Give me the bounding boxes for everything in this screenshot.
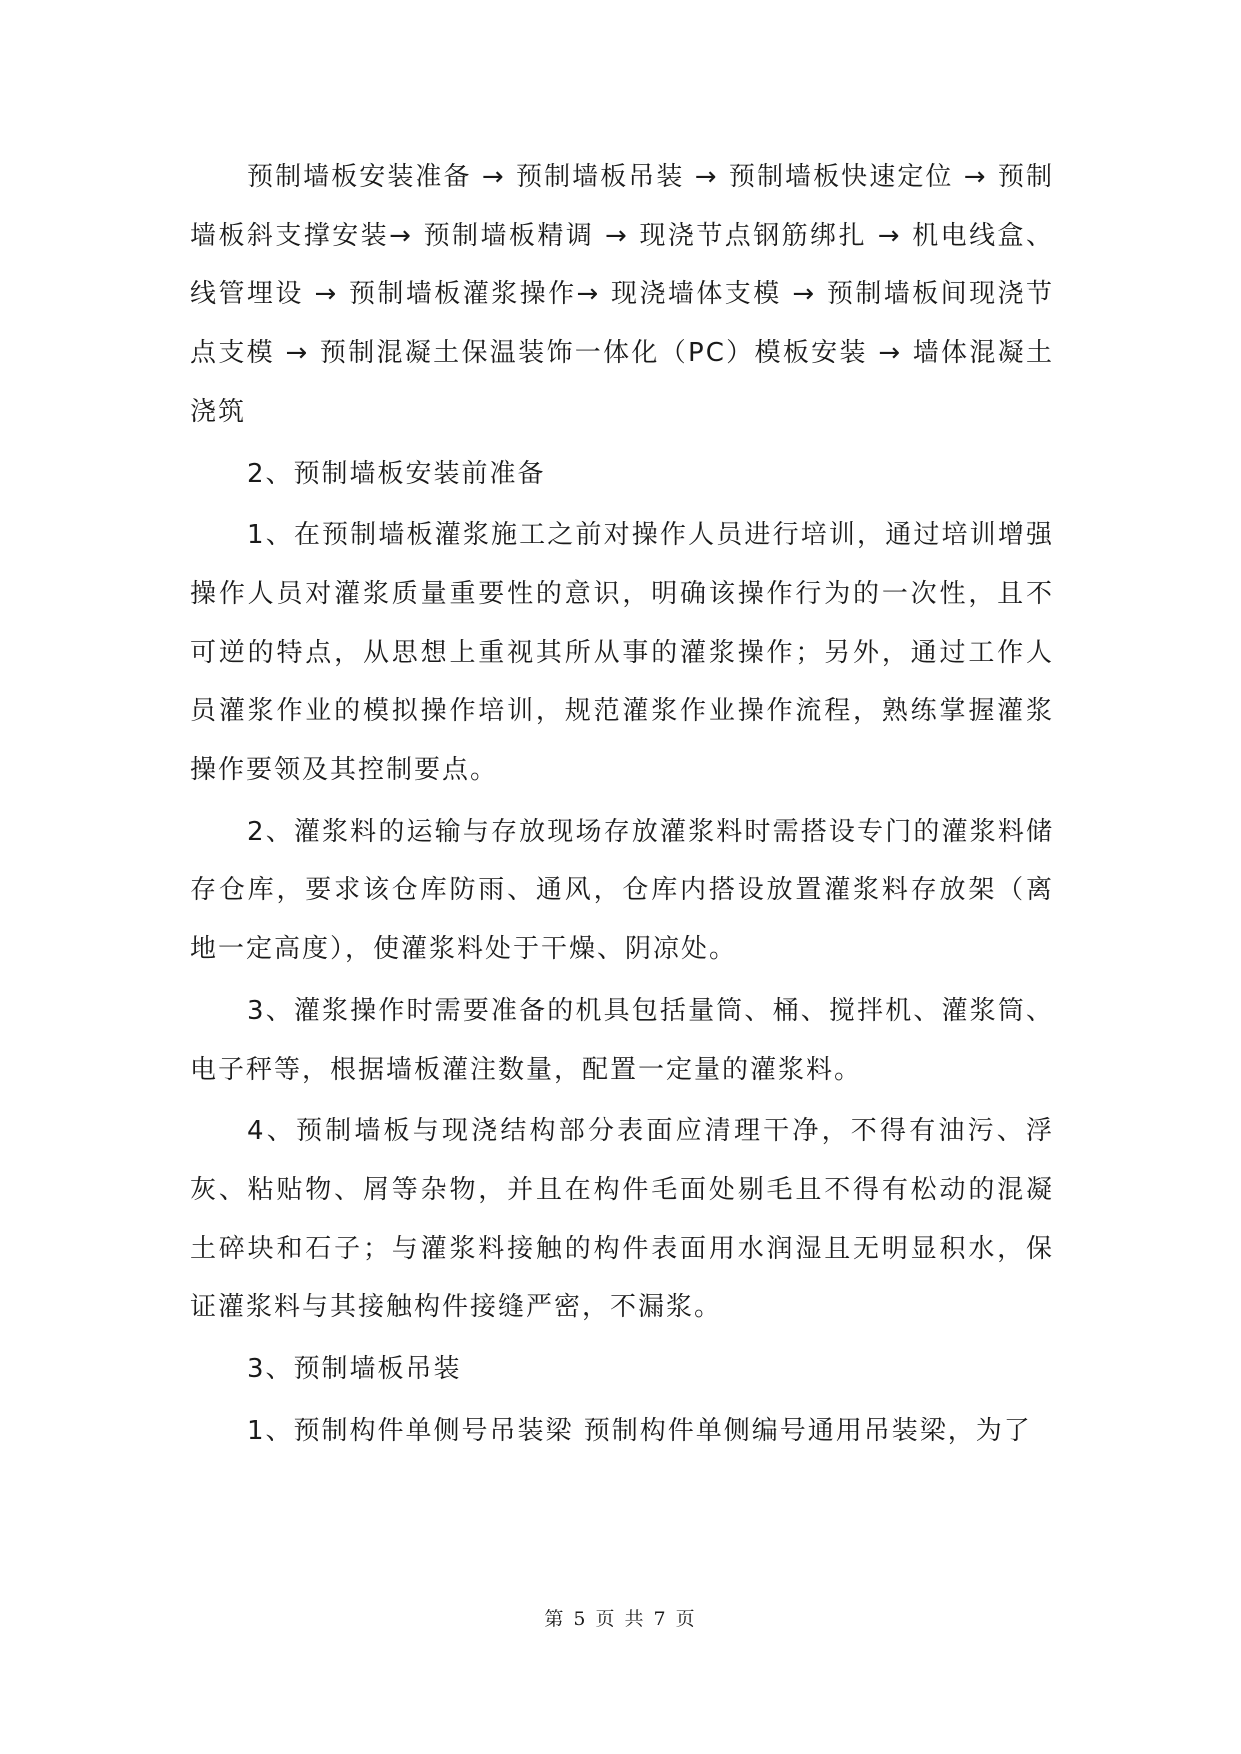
page-number-footer: 第 5 页 共 7 页 bbox=[544, 1608, 697, 1630]
paragraph-lifting-beam: 1、预制构件单侧号吊装梁 预制构件单侧编号通用吊装梁，为了 bbox=[247, 1415, 1032, 1446]
section-heading-preparation: 2、预制墙板安装前准备 bbox=[247, 458, 546, 489]
process-flow-paragraph: 预制墙板安装准备 → 预制墙板吊装 → 预制墙板快速定位 → 预制墙板斜支撑安装→ 预制墙板精调 → 现浇节点钢筋绑扎 → 机电线盒、线管埋设 → 预制墙板灌浆操作→ 现浇墙体支模 → 预制墙板间现浇节点支模 → 预制混凝土保温装饰一体化（PC）模板安装 → 墙体混凝土浇筑 bbox=[190, 162, 1054, 427]
document-body bbox=[190, 148, 1054, 1460]
paragraph-training: 1、在预制墙板灌浆施工之前对操作人员进行培训，通过培训增强操作人员对灌浆质量重要性的意识，明确该操作行为的一次性，且不可逆的特点，从思想上重视其所从事的灌浆操作；另外，通过工作人员灌浆作业的模拟操作培训，规范灌浆作业操作流程，熟练掌握灌浆操作要领及其控制要点。 bbox=[190, 520, 1054, 786]
section-heading-lifting: 3、预制墙板吊装 bbox=[247, 1354, 462, 1385]
paragraph-tools: 3、灌浆操作时需要准备的机具包括量筒、桶、搅拌机、灌浆筒、电子秤等，根据墙板灌注数量，配置一定量的灌浆料。 bbox=[190, 995, 1054, 1085]
paragraph-surface-cleaning: 4、预制墙板与现浇结构部分表面应清理干净，不得有油污、浮灰、粘贴物、屑等杂物，并且在构件毛面处剔毛且不得有松动的混凝土碎块和石子；与灌浆料接触的构件表面用水润湿且无明显积水，保证灌浆料与其接触构件接缝严密，不漏浆。 bbox=[190, 1116, 1054, 1323]
paragraph-grout-storage: 2、灌浆料的运输与存放现场存放灌浆料时需搭设专门的灌浆料储存仓库，要求该仓库防雨、通风，仓库内搭设放置灌浆料存放架（离地一定高度），使灌浆料处于干燥、阴凉处。 bbox=[190, 816, 1054, 965]
